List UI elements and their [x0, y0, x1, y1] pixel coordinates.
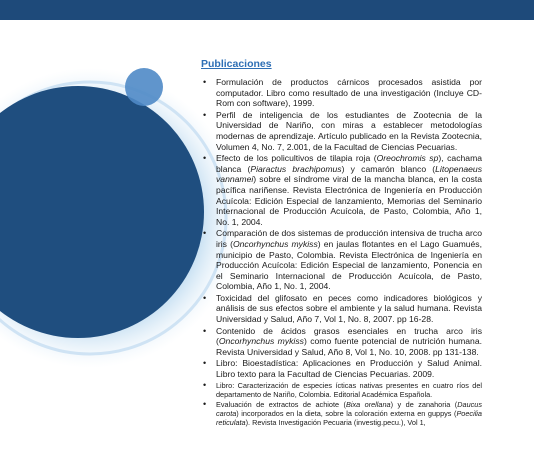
- publication-item: [201, 400, 482, 428]
- publication-text: Libro: Bioestadística: Aplicaciones en Producción y Salud Animal. Libro texto para la Facultad de Ciencias Pecuarias. 2009.: [216, 358, 482, 380]
- publication-text: ). Revista Investigación Pecuaria (investig.pecu.), Vol 1,: [245, 418, 426, 428]
- publication-text: Efecto de los policultivos de tilapia roja (: [216, 153, 377, 164]
- species-name: Piaractus brachipomus: [250, 163, 342, 174]
- publication-text: Libro: Caracterización de especies ícticas nativas presentes en cuatro ríos del departamento de Nariño, Colombia. Editorial Académica Española.: [216, 380, 482, 399]
- publication-text: ) sobre el síndrome viral de la mancha blanca, en la costa pacífica nariñense. Revista Electrónica de Ingeniería en Producción Acuícola: Edición Especial de lanzamiento, Memorias del Seminario Internacional de Producción Acuícola, de Pasto, Colombia, Año 1, No. 1, 2004.: [216, 174, 482, 227]
- publication-text: Toxicidad del glifosato en peces como indicadores biológicos y análisis de sus efectos sobre el ambiente y la salud humana. Revista Universidad y Salud, Año 7, Vol 1, No. 8, 2007. pp 16-28.: [216, 292, 482, 325]
- publications-section: [201, 58, 482, 429]
- publication-item: [201, 228, 482, 292]
- publication-text: Comparación de dos sistemas de producción intensiva de trucha arco iris (: [216, 228, 482, 249]
- publication-text: ) como fuente potencial de nutrición humana. Revista Universidad y Salud, Año 8, Vol 1, No. 10, 2008. pp 131-138.: [216, 336, 482, 357]
- publication-list: [201, 77, 482, 428]
- publication-item: [201, 153, 482, 227]
- publication-text: ) en jaulas flotantes en el Lago Guamués, municipio de Pasto, Colombia. Revista Electrónica de Ingeniería en Producción Acuícola: Edición Especial de lanzamiento, Ponencia en el Seminario Internacional de Producción Acuícola, de Pasto, Colombia, Año 1, No. 1, 2004.: [216, 238, 482, 292]
- species-name: Oncorhynchus mykiss: [232, 238, 318, 249]
- species-name: Oreochromis sp: [376, 153, 439, 164]
- publication-text: Formulación de productos cárnicos procesados asistida por computador. Libro como resultado de una investigación (Incluye CD-Rom con software), 1999.: [216, 77, 482, 109]
- publication-item: [201, 358, 482, 379]
- publication-item: [201, 293, 482, 325]
- publication-text: ) incorporados en la dieta, sobre la coloración externa en guppys (: [236, 409, 457, 419]
- publication-item: [201, 110, 482, 152]
- publication-text: Perfil de inteligencia de los estudiantes de Zootecnia de la Universidad de Nariño, con miras a establecer metodologías modernas de aprendizaje. Artículo publicado en la Revista Zootecnia, Volumen 4, No. 7, 2.001, de la Facultad de Ciencias Pecuarias.: [216, 109, 482, 152]
- small-accent-circle: [125, 68, 163, 106]
- publication-item: [201, 77, 482, 109]
- publication-text: Evaluación de extractos de achiote (: [216, 400, 346, 410]
- species-name: Litopenaeus vannamei: [216, 163, 482, 185]
- publication-item: [201, 326, 482, 358]
- species-name: Poecilia reticulata: [216, 409, 482, 428]
- species-name: Oncorhynchus mykiss: [218, 336, 304, 347]
- publication-text: ) y de zanahoria (: [390, 400, 458, 410]
- publication-text: ) y camarón blanco (: [341, 163, 436, 174]
- publication-item: [201, 381, 482, 399]
- section-heading: Publicaciones: [201, 58, 272, 70]
- publication-text: ), cachama blanca (: [216, 153, 483, 174]
- species-name: Bixa orellana: [345, 400, 391, 410]
- species-name: Daucus carota: [216, 400, 482, 419]
- publication-text: Contenido de ácidos grasos esenciales en trucha arco iris (: [216, 325, 482, 347]
